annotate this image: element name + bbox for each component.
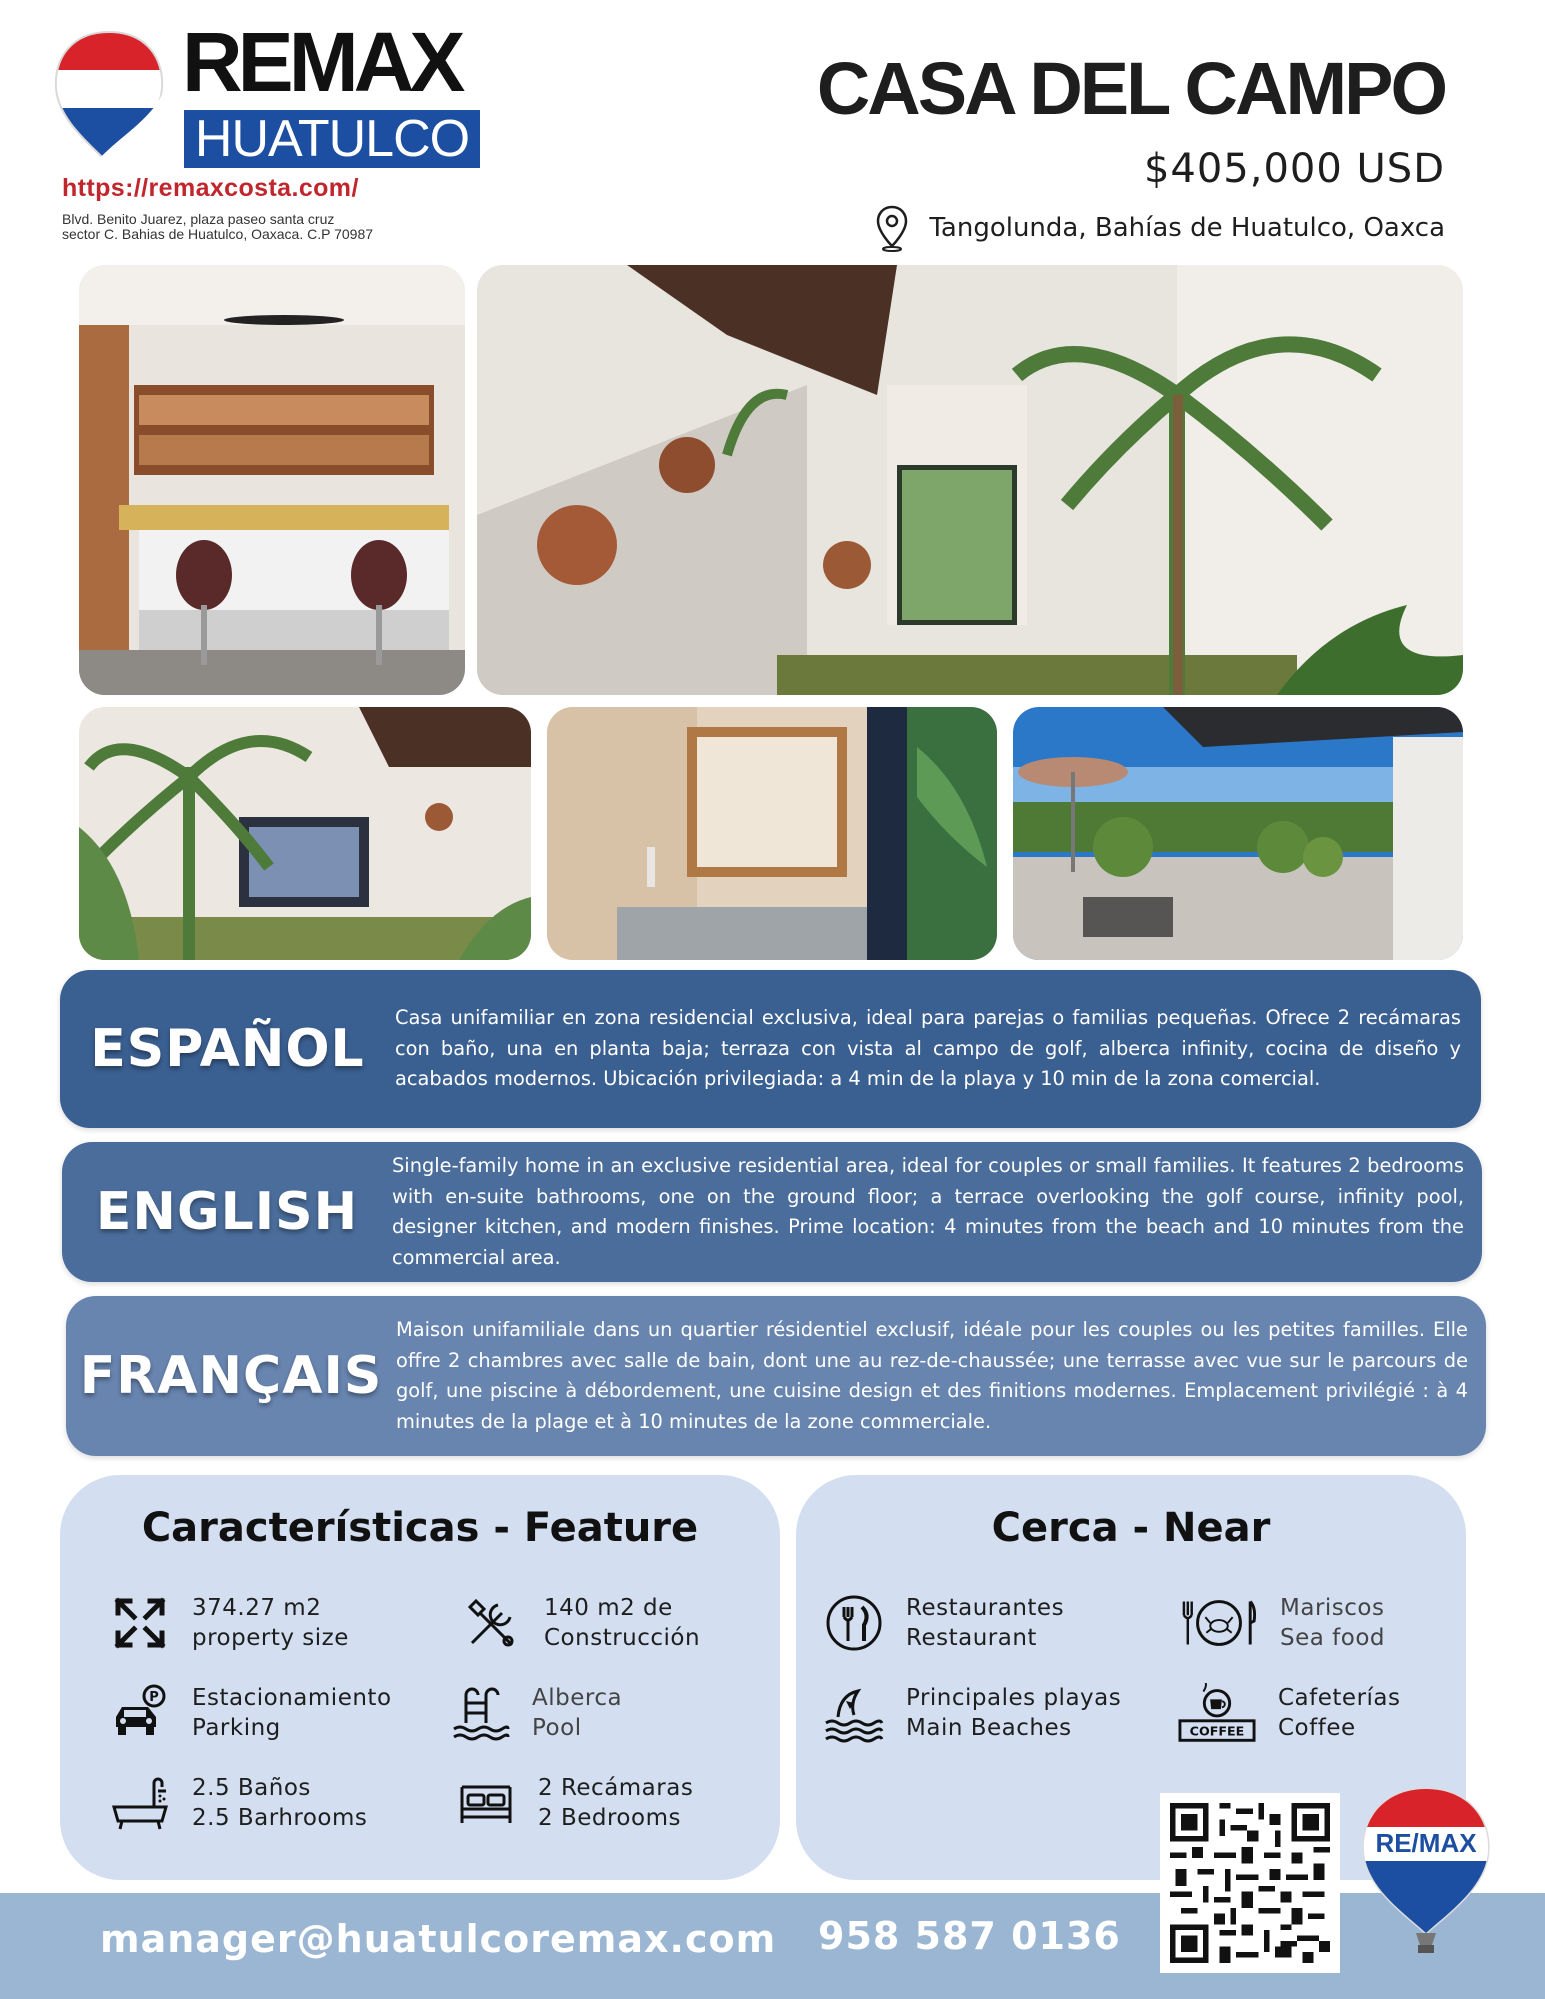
feature-bedrooms xyxy=(456,1773,693,1833)
qr-code-icon[interactable] xyxy=(1160,1793,1340,1973)
address-line-2: sector C. Bahias de Huatulco, Oaxaca. C.P 70987 xyxy=(62,226,374,242)
feature-property-size xyxy=(110,1593,349,1653)
language-label-english: ENGLISH xyxy=(95,1182,359,1242)
svg-text:P: P xyxy=(149,1690,159,1705)
description-spanish xyxy=(60,970,1481,1128)
beach-waves-icon xyxy=(824,1683,884,1743)
office-address xyxy=(62,212,482,242)
feature-construction xyxy=(462,1593,700,1653)
near-line2: Coffee xyxy=(1278,1715,1356,1741)
near-line2: Sea food xyxy=(1280,1625,1385,1651)
near-seafood xyxy=(1180,1593,1385,1653)
language-label-spanish: ESPAÑOL xyxy=(90,1019,365,1079)
feature-line2: 2.5 Barhrooms xyxy=(192,1805,368,1831)
property-price: $405,000 USD xyxy=(1143,146,1445,192)
feature-line1: 2 Recámaras xyxy=(538,1775,694,1801)
remax-balloon-logo-icon xyxy=(52,28,167,168)
photo-terrace-view xyxy=(1013,707,1463,960)
near-beaches xyxy=(824,1683,1121,1743)
bathtub-icon xyxy=(110,1773,170,1833)
description-french xyxy=(66,1296,1486,1456)
bed-icon xyxy=(456,1773,516,1833)
seafood-crab-icon xyxy=(1180,1593,1258,1653)
near-line2: Restaurant xyxy=(906,1625,1037,1651)
near-line1: Cafeterías xyxy=(1278,1685,1401,1711)
near-coffee xyxy=(1178,1683,1401,1743)
near-title: Cerca - Near xyxy=(991,1505,1271,1551)
near-line1: Mariscos xyxy=(1280,1595,1385,1621)
description-text-french: Maison unifamiliale dans un quartier résidentiel exclusif, idéale pour les couples ou les petites familles. Elle offre 2 chambres avec salle de bain, dont une au rez-de-chaussée; une terrasse avec vue sur le parcours de golf, une piscine à débordement, une cuisine design et des finitions modernes. Emplacement privilégié : à 4 minutes de la plage et à 10 minutes de la zone commerciale. xyxy=(396,1318,1468,1433)
property-title: CASA DEL CAMPO xyxy=(816,47,1445,130)
near-line2: Main Beaches xyxy=(906,1715,1072,1741)
feature-parking xyxy=(110,1683,392,1743)
feature-line1: 140 m2 de xyxy=(544,1595,673,1621)
photo-bathroom xyxy=(547,707,997,960)
feature-line2: 2 Bedrooms xyxy=(538,1805,681,1831)
website-link[interactable]: https://remaxcosta.com/ xyxy=(62,174,359,202)
balloon-text: RE/MAX xyxy=(1375,1828,1477,1858)
description-text-spanish: Casa unifamiliar en zona residencial exclusiva, ideal para parejas o familias pequeñas. Ofrece 2 recámaras con baño, una en planta baja; terraza con vista al campo de golf, alberca infinity, cocina de diseño y acabados modernos. Ubicación privilegiada: a 4 min de la playa y 10 min de la zona comercial. xyxy=(395,1006,1461,1091)
photo-kitchen xyxy=(79,265,465,695)
contact-phone[interactable]: 958 587 0136 xyxy=(818,1914,1121,1958)
expand-arrows-icon xyxy=(110,1593,170,1653)
feature-pool xyxy=(450,1683,622,1743)
parking-car-icon xyxy=(110,1683,170,1743)
photo-courtyard-palm xyxy=(79,707,531,960)
description-english xyxy=(62,1142,1482,1282)
features-panel xyxy=(60,1475,780,1880)
feature-line1: 374.27 m2 xyxy=(192,1595,322,1621)
feature-line2: Construcción xyxy=(544,1625,701,1651)
near-line1: Restaurantes xyxy=(906,1595,1065,1621)
coffee-badge-text: COFFEE xyxy=(1189,1723,1245,1739)
restaurant-icon xyxy=(824,1593,884,1653)
property-location xyxy=(875,204,1445,252)
remax-balloon-icon xyxy=(1356,1783,1496,1958)
near-restaurants xyxy=(824,1593,1064,1653)
feature-line2: property size xyxy=(192,1625,349,1651)
remax-logo xyxy=(52,15,482,171)
description-text-english: Single-family home in an exclusive residential area, ideal for couples or small families. It features 2 bedrooms with en-suite bathrooms, one on the ground floor; a terrace overlooking the golf course, infinity pool, designer kitchen, and modern finishes. Prime location: 4 minutes from the beach and 10 minutes from the commercial area. xyxy=(392,1154,1464,1269)
feature-line2: Parking xyxy=(192,1715,281,1741)
tools-icon xyxy=(462,1593,522,1653)
logo-wordmark: REMAX xyxy=(182,15,461,109)
features-title: Características - Feature xyxy=(141,1505,699,1551)
coffee-cup-icon xyxy=(1178,1683,1256,1743)
feature-bathrooms xyxy=(110,1773,367,1833)
feature-line2: Pool xyxy=(532,1715,582,1741)
near-line1: Principales playas xyxy=(906,1685,1122,1711)
contact-email[interactable]: manager@huatulcoremax.com xyxy=(100,1917,777,1961)
map-pin-icon xyxy=(875,204,909,252)
feature-line1: Alberca xyxy=(532,1685,623,1711)
feature-line1: 2.5 Baños xyxy=(192,1775,311,1801)
pool-ladder-icon xyxy=(450,1683,510,1743)
address-line-1: Blvd. Benito Juarez, plaza paseo santa cruz xyxy=(62,211,335,227)
language-label-french: FRANÇAIS xyxy=(79,1346,383,1406)
feature-line1: Estacionamiento xyxy=(192,1685,392,1711)
photo-courtyard-stairs xyxy=(477,265,1463,695)
logo-subtitle: HUATULCO xyxy=(184,110,480,168)
location-text: Tangolunda, Bahías de Huatulco, Oaxca xyxy=(929,213,1445,243)
